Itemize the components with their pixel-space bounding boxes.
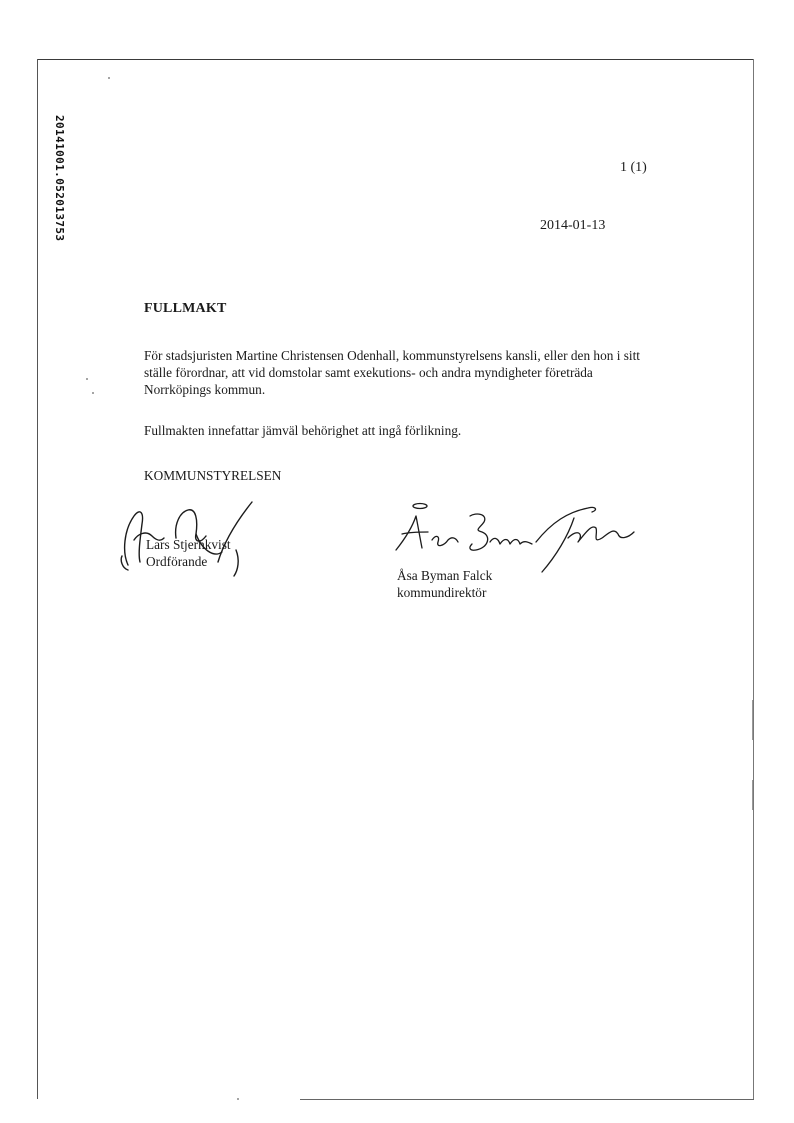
scan-speck	[86, 378, 88, 380]
page-border-right	[753, 59, 754, 1099]
document-barcode-number: 20141001.052013753	[53, 115, 66, 242]
page-border-left	[37, 59, 38, 1099]
scan-edge-mark	[752, 780, 753, 810]
body-paragraph: För stadsjuristen Martine Christensen Odenhall, kommunstyrelsens kansli, eller den hon i sitt ställe förordnar, att vid domstolar samt exekutions- och andra myndigheter företräda Norrköpings kommun.	[144, 348, 640, 397]
scan-speck	[108, 77, 110, 79]
body-paragraph: Fullmakten innefattar jämväl behörighet att ingå förlikning.	[144, 423, 462, 438]
page-border-bottom	[300, 1099, 754, 1100]
signatory-role: Ordförande	[146, 554, 208, 569]
signature-asa-byman-falck	[392, 498, 652, 578]
page-border-top	[37, 59, 754, 60]
document-title: FULLMAKT	[144, 301, 227, 316]
page-number: 1 (1)	[620, 160, 647, 175]
signatory-role: kommundirektör	[397, 585, 487, 600]
document-date: 2014-01-13	[540, 218, 606, 233]
scan-speck	[92, 392, 94, 394]
signatory-name: Lars Stjernkvist	[146, 537, 231, 552]
scan-speck	[237, 1098, 239, 1100]
organization-name: KOMMUNSTYRELSEN	[144, 468, 282, 483]
signatory-name: Åsa Byman Falck	[397, 568, 493, 583]
scan-edge-mark	[752, 700, 753, 740]
